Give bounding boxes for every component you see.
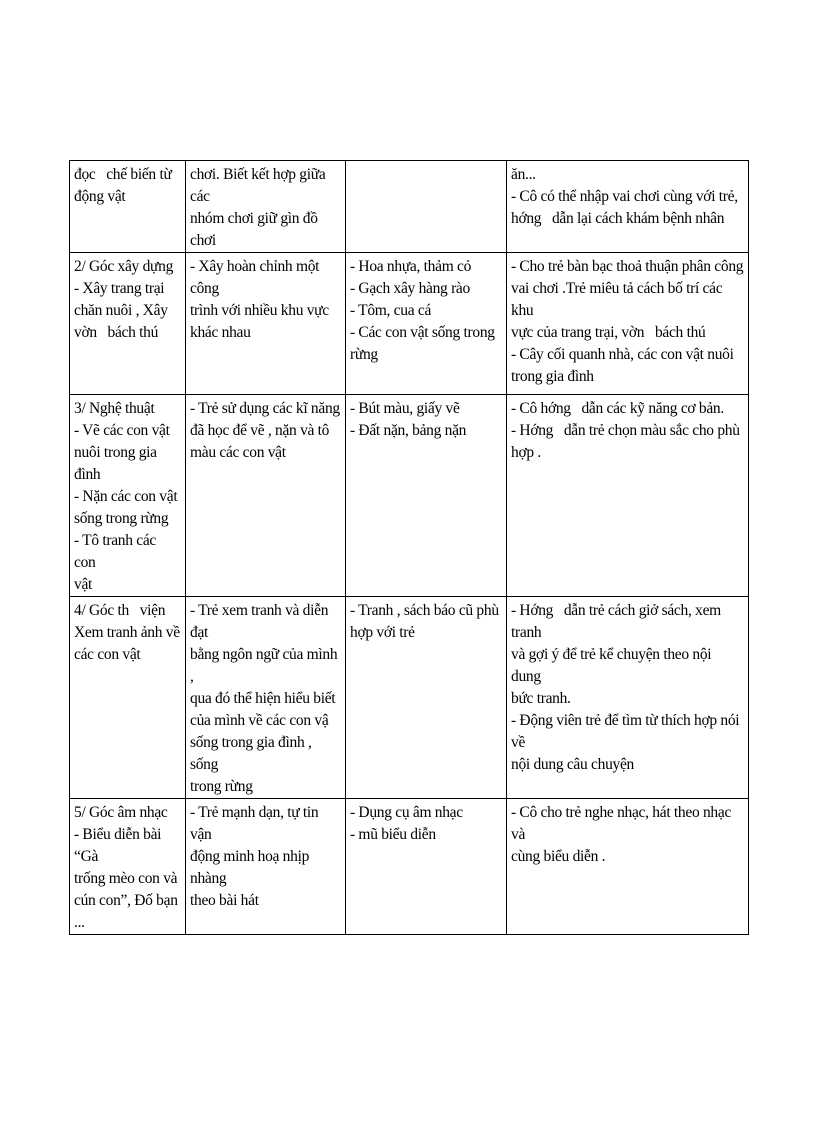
cell-text-line: - Các con vật sống trong [350,324,495,341]
cell-text-line: - Cô hớng dẫn các kỹ năng cơ bản. [511,400,724,417]
objective-cell [186,395,346,597]
objective-cell [186,253,346,395]
cell-text-line: nuôi trong gia đình [74,444,161,483]
guidance-cell [507,395,749,597]
cell-text-line: và gợi ý để trẻ kể chuyện theo nội dung [511,646,715,685]
cell-text-line: cún con”, Đố bạn [74,892,178,909]
cell-text-line: 5/ Góc âm nhạc [74,804,168,821]
cell-text-line: - Hớng dẫn trẻ cách giở sách, xem tranh [511,602,725,641]
cell-text-line: - Đất nặn, bảng nặn [350,422,467,439]
materials-cell [346,395,507,597]
cell-text-line: động vật [74,188,126,205]
cell-text-line: hợp . [511,444,541,461]
cell-text-line: - Trẻ mạnh dạn, tự tin vận [190,804,322,843]
cell-text-line: vờn bách thú [74,324,159,341]
cell-text-line: chăn nuôi , Xây [74,302,168,319]
table-row [70,161,749,253]
guidance-cell [507,799,749,935]
cell-text-line: hớng dẫn lại cách khám bệnh nhân [511,210,725,227]
activity-area-cell [70,161,186,253]
cell-text-line: khác nhau [190,324,251,341]
cell-text-line: - Cô cho trẻ nghe nhạc, hát theo nhạc và [511,804,735,843]
cell-text-line: - Cho trẻ bàn bạc thoả thuận phân công [511,258,744,275]
cell-text-line: màu các con vật [190,444,286,461]
cell-text-line: sống trong gia đình , sống [190,734,316,773]
table-row [70,253,749,395]
cell-text-line: Xem tranh ảnh về [74,624,180,641]
materials-cell [346,799,507,935]
cell-text-line: - Bút màu, giấy vẽ [350,400,460,417]
cell-text-line: nhóm chơi giữ gìn đồ chơi [190,210,322,249]
objective-cell [186,799,346,935]
activity-table [69,160,749,935]
cell-text-line: trống mèo con và [74,870,178,887]
cell-text-line: - Động viên trẻ để tìm từ thích hợp nói về [511,712,743,751]
cell-text-line: nội dung câu chuyện [511,756,635,773]
cell-text-line: ăn... [511,166,536,183]
cell-text-line: theo bài hát [190,892,259,909]
cell-text-line: - Tôm, cua cá [350,302,432,319]
cell-text-line: động minh hoạ nhịp nhàng [190,848,313,887]
objective-cell [186,161,346,253]
cell-text-line: hợp với trẻ [350,624,415,641]
cell-text-line: rừng [350,346,378,363]
cell-text-line: - Trẻ sử dụng các kĩ năng [190,400,340,417]
cell-text-line: vai chơi .Trẻ miêu tả cách bố trí các khu [511,280,726,319]
cell-text-line: qua đó thể hiện hiểu biết [190,690,336,707]
cell-text-line: vật [74,576,93,593]
cell-text-line: - Xây hoàn chỉnh một công [190,258,323,297]
cell-text-line: - Gạch xây hàng rào [350,280,470,297]
table-row [70,597,749,799]
cell-text-line: cùng biểu diễn . [511,848,606,865]
cell-text-line: sống trong rừng [74,510,169,527]
cell-text-line: - Trẻ xem tranh và diễn đạt [190,602,332,641]
cell-text-line: vực của trang trại, vờn bách thú [511,324,706,341]
cell-text-line: chơi. Biết kết hợp giữa các [190,166,329,205]
materials-cell [346,253,507,395]
table-body [70,161,749,935]
guidance-cell [507,597,749,799]
guidance-cell [507,161,749,253]
objective-cell [186,597,346,799]
cell-text-line: - Hoa nhựa, thảm cỏ [350,258,472,275]
cell-text-line: 3/ Nghệ thuật [74,400,155,417]
cell-text-line: - Cô có thể nhập vai chơi cùng với trẻ, [511,188,738,205]
materials-cell [346,597,507,799]
cell-text-line: - Dụng cụ âm nhạc [350,804,463,821]
cell-text-line: - Vẽ các con vật [74,422,170,439]
activity-area-cell [70,799,186,935]
cell-text-line: - Xây trang trại [74,280,165,297]
cell-text-line: bằng ngôn ngữ của mình , [190,646,341,685]
cell-text-line: đã học để vẽ , nặn và tô [190,422,330,439]
cell-text-line: - Nặn các con vật [74,488,178,505]
materials-cell [346,161,507,253]
cell-text-line: ... [74,914,85,931]
cell-text-line: trong rừng [190,778,253,795]
cell-text-line: 4/ Góc th viện [74,602,166,619]
cell-text-line: bức tranh. [511,690,571,707]
cell-text-line: - mũ biểu diễn [350,826,436,843]
cell-text-line: các con vật [74,646,141,663]
cell-text-line: - Tô tranh các con [74,532,160,571]
cell-text-line: của mình về các con vậ [190,712,329,729]
cell-text-line: đọc chế biến từ [74,166,172,183]
table-row [70,799,749,935]
cell-text-line: 2/ Góc xây dựng [74,258,174,275]
activity-area-cell [70,253,186,395]
cell-text-line: - Cây cối quanh nhà, các con vật nuôi [511,346,734,363]
cell-text-line: trình với nhiều khu vực [190,302,329,319]
cell-text-line: trong gia đình [511,368,594,385]
activity-area-cell [70,597,186,799]
cell-text-line: - Hớng dẫn trẻ chọn màu sắc cho phù [511,422,740,439]
cell-text-line: - Biểu diễn bài “Gà [74,826,165,865]
table-row [70,395,749,597]
guidance-cell [507,253,749,395]
activity-area-cell [70,395,186,597]
cell-text-line: - Tranh , sách báo cũ phù [350,602,499,619]
